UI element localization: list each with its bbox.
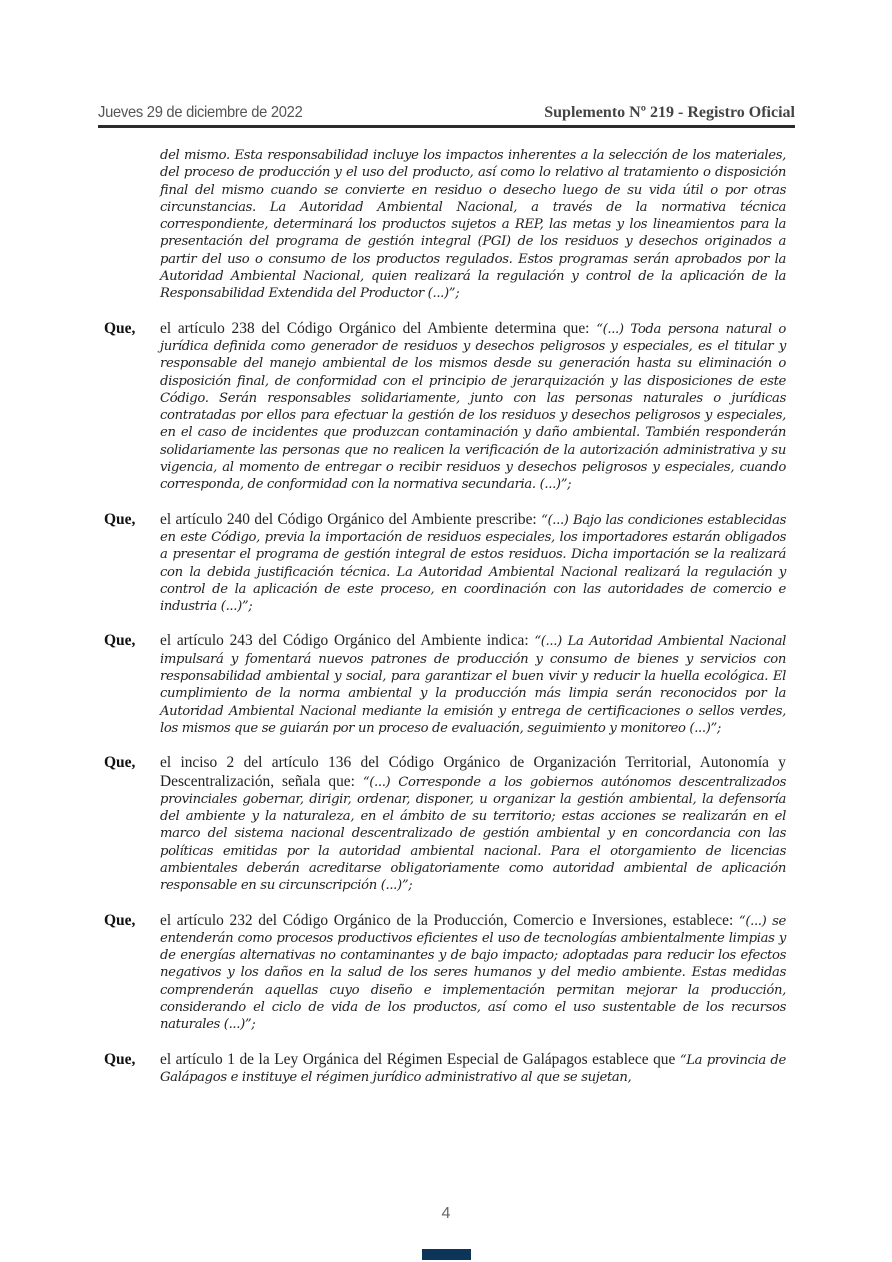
paragraph-quote: “(...) se entenderán como procesos productivos eficientes el uso de tecnologías ambientalmente limpias y de energías alternativas no contaminantes y de bajo impacto; adoptadas para reducir los efectos negativos y los daños en la salud de los seres humanos y del medio ambiente. Estas medidas comprenderán aquellas cuyo diseño e implementación permitan mejorar la producción, considerando el ciclo de vida de los productos, así como el uso sustentable de los recursos naturales (...)”; xyxy=(160,913,786,1033)
paragraph-que-art-243 xyxy=(104,632,786,737)
footer-decorative-bar xyxy=(422,1249,471,1260)
paragraph-que-art-240 xyxy=(104,511,786,616)
paragraph-que-art-136 xyxy=(104,754,786,894)
paragraph-body xyxy=(160,754,786,894)
paragraph-quote: “(...) Corresponde a los gobiernos autónomos descentralizados provinciales gobernar, dirigir, ordenar, disponer, u organizar la gestión ambiental, la defensoría del ambiente y la naturaleza, en el ámbito de su territorio; estas acciones se realizarán en el marco del sistema nacional descentralizado de gestión ambiental y en concordancia con las políticas emitidas por la autoridad ambiental nacional. Para el otorgamiento de licencias ambientales deberán acreditarse obligatoriamente como autoridad ambiental de aplicación responsable en su circunscripción (...)”; xyxy=(160,774,786,894)
paragraph-lead: el artículo 243 del Código Orgánico del Ambiente indica: xyxy=(160,632,535,650)
paragraph-quote: “(...) La Autoridad Ambiental Nacional impulsará y fomentará nuevos patrones de producción y consumo de bienes y servicios con responsabilidad ambiental y social, para garantizar el buen vivir y reducir la huella ecológica. El cumplimiento de la norma ambiental y la producción más limpia serán reconocidos por la Autoridad Ambiental Nacional mediante la emisión y entrega de certificaciones o sellos verdes, los mismos que se guiarán por un proceso de evaluación, seguimiento y monitoreo (...)”; xyxy=(160,634,786,736)
page-header xyxy=(98,104,795,124)
paragraph-lead: el artículo 232 del Código Orgánico de la Producción, Comercio e Inversiones, establece: xyxy=(160,911,739,929)
paragraph-quote: “La provincia de Galápagos e instituye el régimen jurídico administrativo al que se sujetan, xyxy=(160,1052,786,1085)
paragraph-que-art-238 xyxy=(104,320,786,494)
paragraph-label: Que, xyxy=(104,319,136,337)
paragraph-label: Que, xyxy=(104,1050,136,1068)
paragraph-body xyxy=(160,511,786,616)
page-number: 4 xyxy=(441,1205,451,1222)
paragraph-label: Que, xyxy=(104,510,136,528)
paragraph-que-art-232 xyxy=(104,912,786,1034)
paragraph-body xyxy=(160,146,786,303)
paragraph-label: Que, xyxy=(104,754,136,772)
paragraph-lead: el artículo 1 de la Ley Orgánica del Régimen Especial de Galápagos establece que xyxy=(160,1050,680,1068)
paragraph-body xyxy=(160,632,786,737)
paragraph-body xyxy=(160,912,786,1034)
document-body xyxy=(104,146,786,1103)
paragraph-quote: “(...) Toda persona natural o jurídica definida como generador de residuos y desechos peligrosos y especiales, es el titular y responsable del manejo ambiental de los mismos desde su generación hasta su eliminación o disposición final, de conformidad con el principio de jerarquización y las disposiciones de este Código. Serán responsables solidariamente, junto con las personas naturales o jurídicas contratadas por ellos para efectuar la gestión de los residuos y desechos peligrosos y especiales, en el caso de incidentes que produzcan contaminación y daño ambiental. También responderán solidariamente las personas que no realicen la verificación de la autorización administrativa y su vigencia, al momento de entregar o recibir residuos y desechos peligrosos y especiales, cuando corresponda, de conformidad con la normativa secundaria. (...)”; xyxy=(160,321,786,493)
paragraph-body xyxy=(160,320,786,494)
paragraph-que-art-1-galapagos xyxy=(104,1051,786,1087)
paragraph-body xyxy=(160,1051,786,1087)
header-divider xyxy=(98,125,795,128)
paragraph-label: Que, xyxy=(104,632,136,650)
header-date: Jueves 29 de diciembre de 2022 xyxy=(98,104,303,121)
paragraph-lead: el artículo 238 del Código Orgánico del Ambiente determina que: xyxy=(160,319,597,337)
paragraph-lead: el artículo 240 del Código Orgánico del Ambiente prescribe: xyxy=(160,510,542,528)
paragraph-label: Que, xyxy=(104,911,136,929)
header-publication-title: Suplemento Nº 219 - Registro Oficial xyxy=(544,104,795,121)
paragraph-continuation xyxy=(104,146,786,303)
paragraph-quote: “(...) Bajo las condiciones establecidas en este Código, previa la importación de residuos especiales, los importadores estarán obligados a presentar el programa de gestión integral de estos residuos. Dicha importación se la realizará con la debida justificación técnica. La Autoridad Ambiental Nacional realizará la regulación y control de la aplicación de este proceso, en coordinación con las autoridades de comercio e industria (...)”; xyxy=(160,512,787,615)
paragraph-quote: del mismo. Esta responsabilidad incluye los impactos inherentes a la selección de los materiales, del proceso de producción y el uso del producto, así como lo relativo al tratamiento o disposición final del mismo cuando se convierte en residuo o desecho luego de su vida útil o por otras circunstancias. La Autoridad Ambiental Nacional, a través de la normativa técnica correspondiente, determinará los productos sujetos a REP, las metas y los lineamientos para la presentación del programa de gestión integral (PGI) de los residuos y desechos originados a partir del uso o consumo de los productos regulados. Estos programas serán aprobados por la Autoridad Ambiental Nacional, quien realizará la regulación y control de la aplicación de la Responsabilidad Extendida del Productor (...)”; xyxy=(160,148,786,302)
paragraph-lead: el inciso 2 del artículo 136 del Código Orgánico de Organización Territorial, Autonomía y Descentralización, señala que: xyxy=(160,754,786,790)
